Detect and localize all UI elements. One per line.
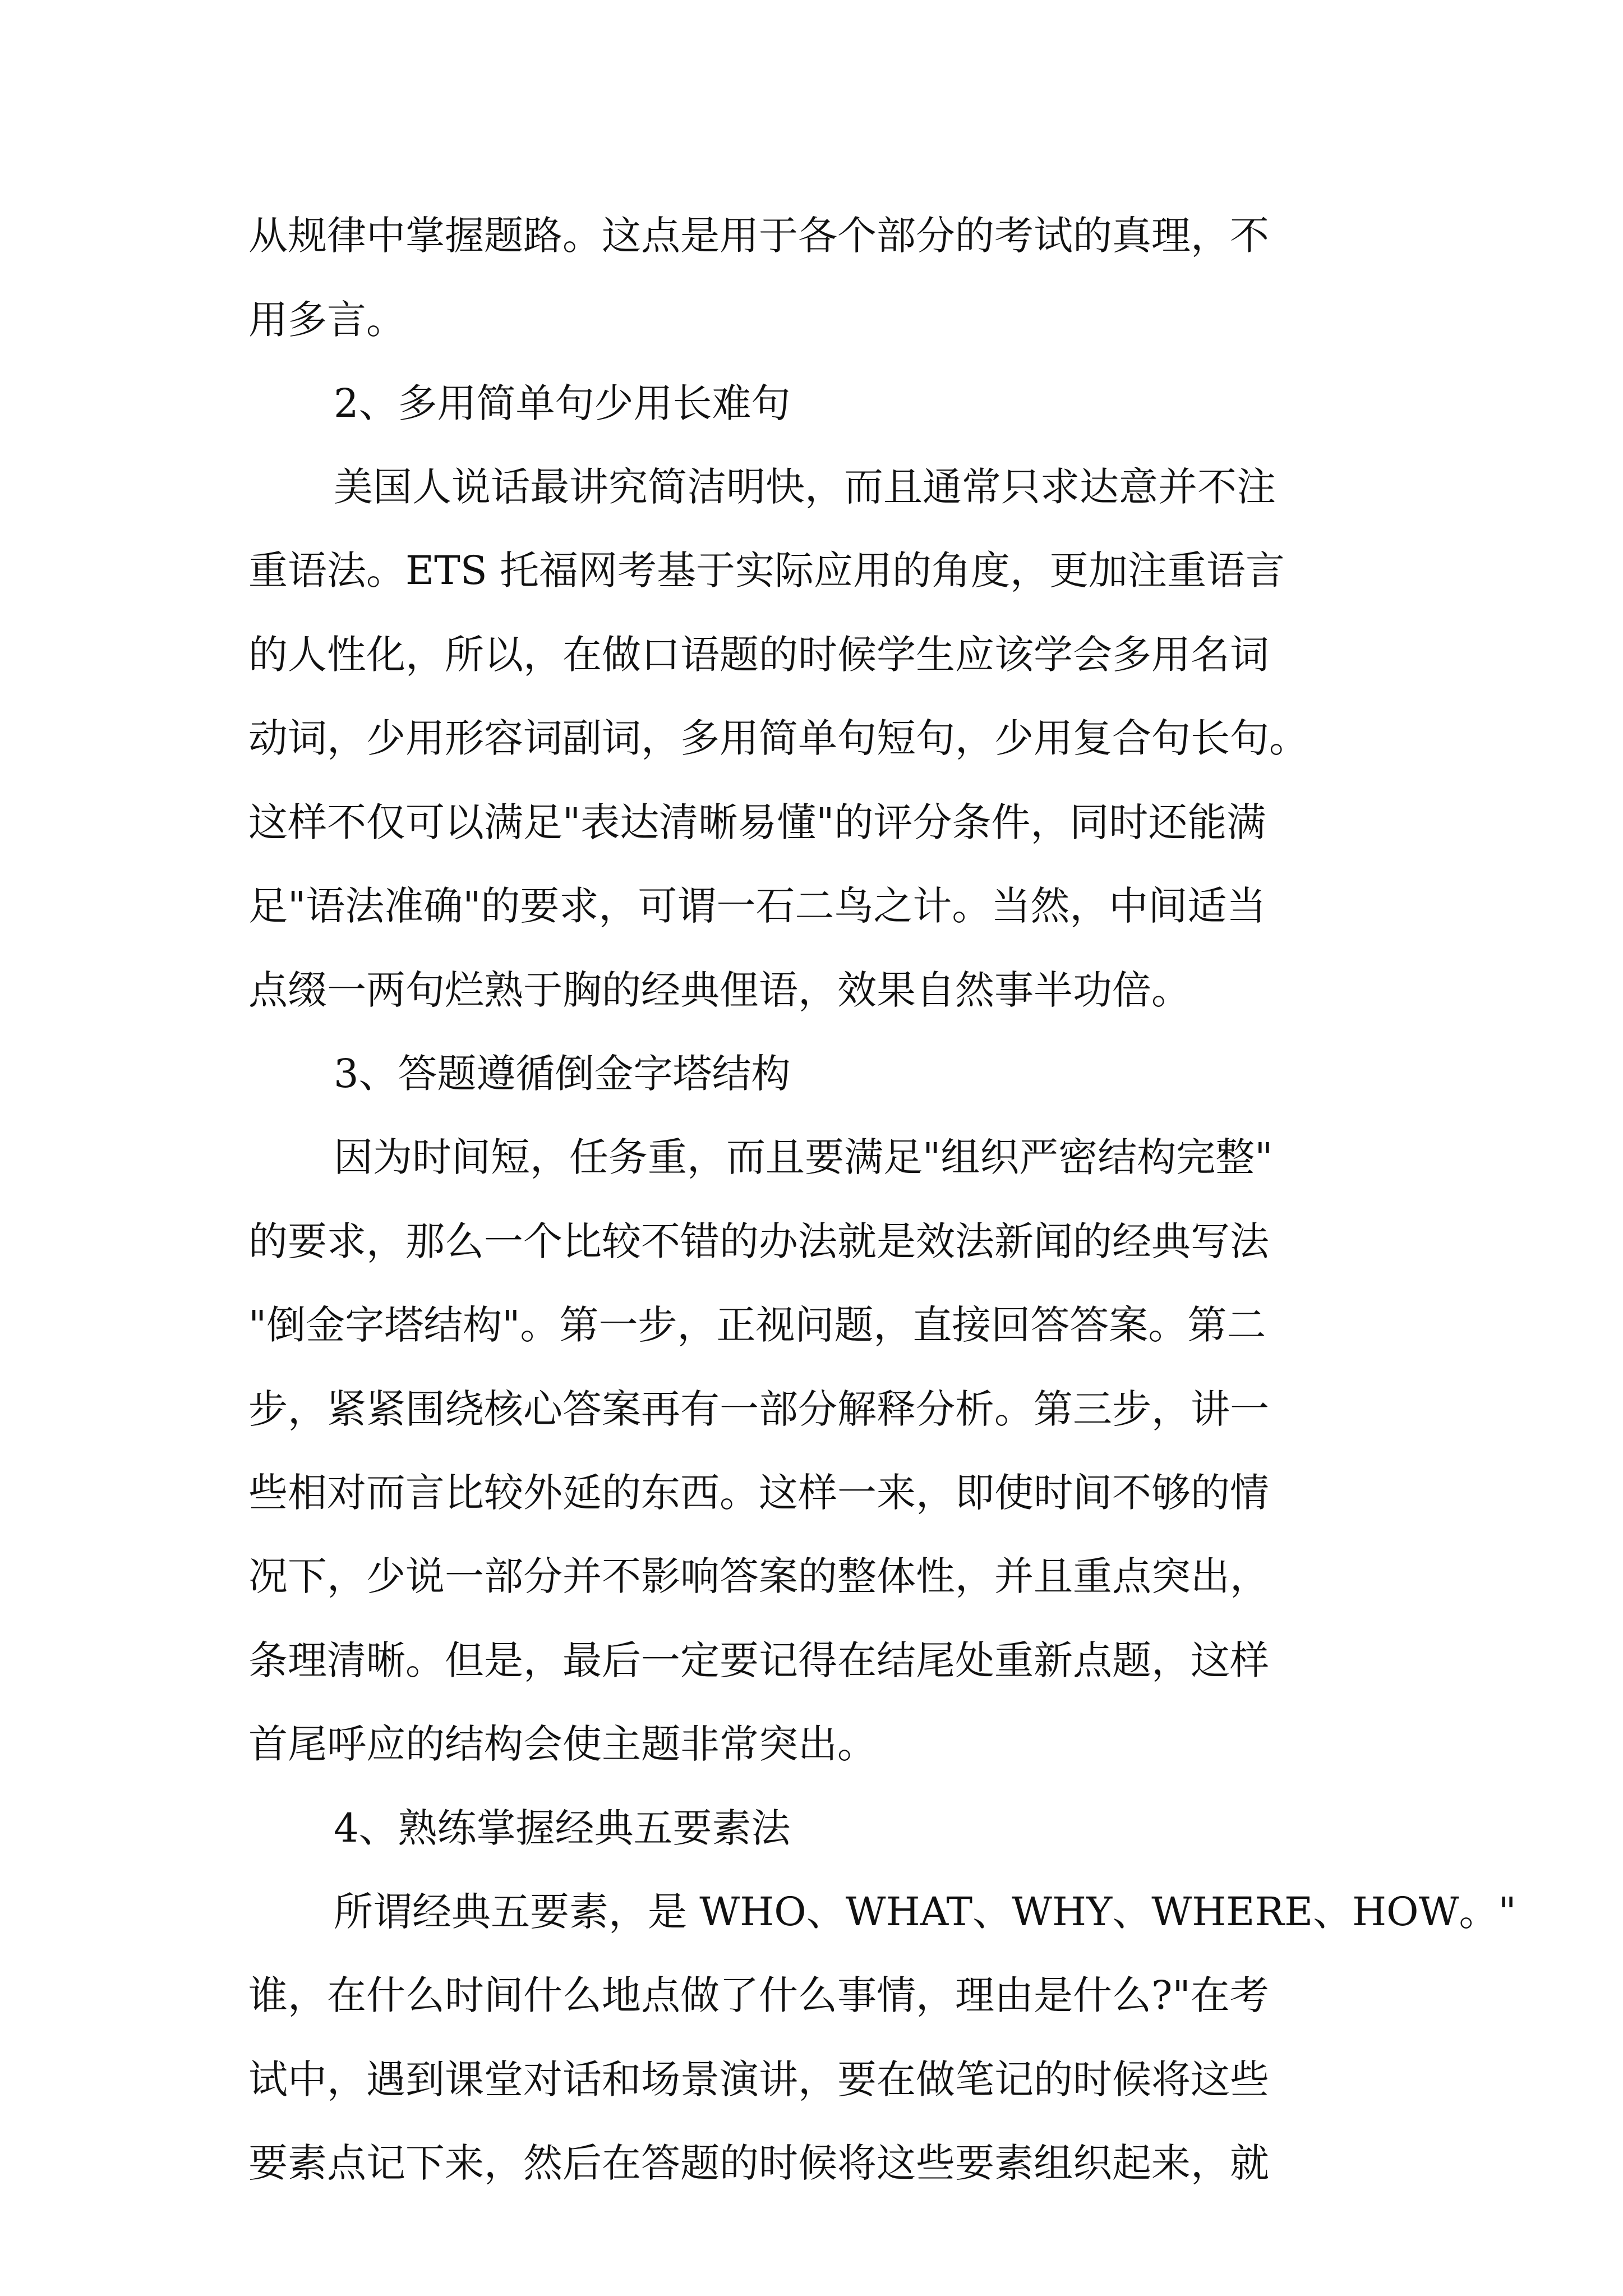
text-line: 重语法。ETS 托福网考基于实际应用的角度，更加注重语言 — [248, 547, 1285, 593]
text-line: 所谓经典五要素，是 WHO、WHAT、WHY、WHERE、HOW。" — [334, 1889, 1516, 1935]
text-line: 况下，少说一部分并不影响答案的整体性，并且重点突出， — [248, 1553, 1269, 1599]
section-heading: 2、多用简单句少用长难句 — [334, 380, 791, 426]
section-heading: 4、熟练掌握经典五要素法 — [334, 1805, 791, 1851]
text-line: 足"语法准确"的要求，可谓一石二鸟之计。当然，中间适当 — [248, 883, 1266, 929]
text-line: 用多言。 — [248, 297, 405, 343]
text-line: 的人性化，所以，在做口语题的时候学生应该学会多用名词 — [248, 632, 1269, 678]
text-line: 从规律中掌握题路。这点是用于各个部分的考试的真理，不 — [248, 213, 1269, 259]
text-line: 点缀一两句烂熟于胸的经典俚语，效果自然事半功倍。 — [248, 967, 1191, 1013]
text-line: 动词，少用形容词副词，多用简单句短句，少用复合句长句。 — [248, 715, 1308, 761]
section-heading: 3、答题遵循倒金字塔结构 — [334, 1051, 791, 1097]
text-line: 试中，遇到课堂对话和场景演讲，要在做笔记的时候将这些 — [248, 2056, 1269, 2102]
text-line: 些相对而言比较外延的东西。这样一来，即使时间不够的情 — [248, 1470, 1269, 1516]
text-line: 要素点记下来，然后在答题的时候将这些要素组织起来，就 — [248, 2140, 1269, 2186]
text-line: 首尾呼应的结构会使主题非常突出。 — [248, 1721, 877, 1767]
text-line: 这样不仅可以满足"表达清晰易懂"的评分条件，同时还能满 — [248, 799, 1266, 845]
text-line: 谁，在什么时间什么地点做了什么事情，理由是什么?"在考 — [248, 1972, 1269, 2018]
text-line: 美国人说话最讲究简洁明快，而且通常只求达意并不注 — [334, 464, 1276, 510]
text-line: 条理清晰。但是，最后一定要记得在结尾处重新点题，这样 — [248, 1637, 1269, 1683]
text-line: 步，紧紧围绕核心答案再有一部分解释分析。第三步，讲一 — [248, 1386, 1269, 1432]
text-line: "倒金字塔结构"。第一步，正视问题，直接回答答案。第二 — [248, 1302, 1266, 1348]
text-line: 因为时间短，任务重，而且要满足"组织严密结构完整" — [334, 1134, 1273, 1180]
text-line: 的要求，那么一个比较不错的办法就是效法新闻的经典写法 — [248, 1218, 1269, 1264]
